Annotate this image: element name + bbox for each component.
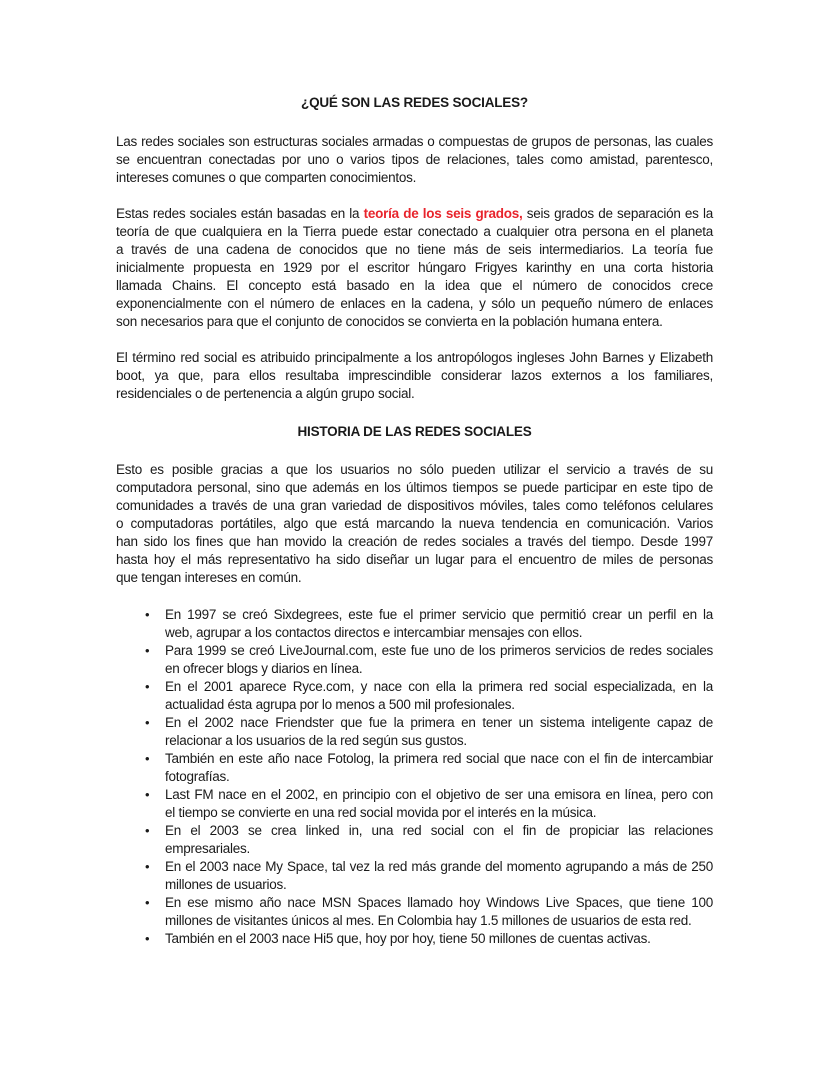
text-line: el tiempo se convierte en una red social movida por el interés en la música. bbox=[165, 805, 597, 820]
text-line: empresariales. bbox=[165, 841, 251, 856]
text-line: se encuentran conectadas por uno o varios tipos de relaciones, tales como amistad, parentesco, bbox=[116, 152, 713, 167]
text-line: En 1997 se creó Sixdegrees, este fue el primer servicio que permitió crear un perfil en la bbox=[165, 607, 713, 622]
list-item bbox=[116, 894, 713, 930]
paragraph-history bbox=[116, 461, 713, 587]
text-line: inicialmente propuesta en 1929 por el escritor húngaro Frigyes karinthy en una corta historia bbox=[116, 260, 713, 275]
text-line: actualidad ésta agrupa por lo menos a 500 mil profesionales. bbox=[165, 697, 515, 712]
list-item bbox=[116, 822, 713, 858]
text-line: intereses comunes o que comparten conocimientos. bbox=[116, 170, 417, 185]
history-bullet-list bbox=[116, 606, 713, 948]
text-line: En el 2003 nace My Space, tal vez la red más grande del momento agrupando a más de 250 bbox=[165, 859, 713, 874]
text-line: son necesarios para que el conjunto de conocidos se convierta en la población humana entera. bbox=[116, 314, 663, 329]
bullet-icon: • bbox=[145, 823, 150, 838]
text-line: o computadoras portátiles, algo que está marcando la nueva tendencia en comunicación. Varios bbox=[116, 516, 713, 531]
list-item bbox=[116, 678, 713, 714]
paragraph-six-degrees bbox=[116, 205, 713, 331]
text-span: Estas redes sociales están basadas en la bbox=[116, 206, 364, 221]
bullet-icon: • bbox=[145, 751, 150, 766]
text-line: exponencialmente con el número de enlaces en la cadena, y sólo un pequeño número de enlaces bbox=[116, 296, 713, 311]
text-line: Para 1999 se creó LiveJournal.com, este fue uno de los primeros servicios de redes sociales bbox=[165, 643, 713, 658]
text-span: seis grados de separación es la bbox=[522, 206, 714, 221]
heading-que-son: ¿QUÉ SON LAS REDES SOCIALES? bbox=[301, 95, 528, 110]
text-line: Las redes sociales son estructuras sociales armadas o compuestas de grupos de personas, las cuales bbox=[116, 134, 713, 149]
bullet-icon: • bbox=[145, 931, 150, 946]
list-item bbox=[116, 642, 713, 678]
text-line: que tengan intereses en común. bbox=[116, 570, 302, 585]
heading-historia: HISTORIA DE LAS REDES SOCIALES bbox=[297, 424, 532, 439]
bullet-icon: • bbox=[145, 643, 150, 658]
list-item bbox=[116, 858, 713, 894]
list-item bbox=[116, 714, 713, 750]
list-item bbox=[116, 750, 713, 786]
highlight-six-degrees: teoría de los seis grados, bbox=[363, 206, 523, 221]
text-line: En el 2002 nace Friendster que fue la primera en tener un sistema inteligente capaz de bbox=[165, 715, 713, 730]
text-line: fotografías. bbox=[165, 769, 230, 784]
text-line: comunidades a través de una gran variedad de dispositivos móviles, tales como teléfonos celulares bbox=[116, 498, 713, 513]
text-line: a través de una cadena de conocidos que no tiene más de seis intermediarios. La teoría fue bbox=[116, 242, 713, 257]
bullet-icon: • bbox=[145, 607, 150, 622]
text-line: computadora personal, sino que además en los últimos tiempos se puede participar en este tipo de bbox=[116, 480, 713, 495]
text-line: También en este año nace Fotolog, la primera red social que nace con el fin de intercambiar bbox=[165, 751, 713, 766]
text-line: web, agrupar a los contactos directos e intercambiar mensajes con ellos. bbox=[165, 625, 583, 640]
text-line: teoría de que cualquiera en la Tierra puede estar conectado a cualquier otra persona en el planeta bbox=[116, 224, 713, 239]
document-page bbox=[116, 94, 713, 948]
paragraph-term-origin bbox=[116, 349, 713, 403]
text-line: Last FM nace en el 2002, en principio con el objetivo de ser una emisora en línea, pero con bbox=[165, 787, 713, 802]
text-line: hasta hoy el más representativo ha sido diseñar un lugar para el encuentro de miles de personas bbox=[116, 552, 713, 567]
text-line: millones de usuarios. bbox=[165, 877, 287, 892]
text-line: El término red social es atribuido principalmente a los antropólogos ingleses John Barnes y Elizabeth bbox=[116, 350, 713, 365]
text-line bbox=[116, 205, 713, 223]
paragraph-definition bbox=[116, 133, 713, 187]
text-line: Esto es posible gracias a que los usuarios no sólo pueden utilizar el servicio a través de su bbox=[116, 462, 713, 477]
bullet-icon: • bbox=[145, 787, 150, 802]
bullet-icon: • bbox=[145, 679, 150, 694]
list-item bbox=[116, 930, 713, 948]
text-line: boot, ya que, para ellos resultaba imprescindible considerar lazos externos a los familiares, bbox=[116, 368, 713, 383]
bullet-icon: • bbox=[145, 895, 150, 910]
bullet-icon: • bbox=[145, 715, 150, 730]
text-line: llamada Chains. El concepto está basado en la idea que el número de conocidos crece bbox=[116, 278, 713, 293]
text-line: millones de visitantes únicos al mes. En Colombia hay 1.5 millones de usuarios de esta red. bbox=[165, 913, 692, 928]
text-line: residenciales o de pertenencia a algún grupo social. bbox=[116, 386, 415, 401]
text-line: En el 2001 aparece Ryce.com, y nace con ella la primera red social especializada, en la bbox=[165, 679, 713, 694]
text-line: en ofrecer blogs y diarios en línea. bbox=[165, 661, 363, 676]
list-item bbox=[116, 606, 713, 642]
text-line: También en el 2003 nace Hi5 que, hoy por hoy, tiene 50 millones de cuentas activas. bbox=[165, 931, 651, 946]
text-line: relacionar a los usuarios de la red según sus gustos. bbox=[165, 733, 467, 748]
list-item bbox=[116, 786, 713, 822]
text-line: En ese mismo año nace MSN Spaces llamado hoy Windows Live Spaces, que tiene 100 bbox=[165, 895, 713, 910]
text-line: han sido los fines que han movido la creación de redes sociales a través del tiempo. Desde 1997 bbox=[116, 534, 713, 549]
bullet-icon: • bbox=[145, 859, 150, 874]
text-line: En el 2003 se crea linked in, una red social con el fin de propiciar las relaciones bbox=[165, 823, 713, 838]
